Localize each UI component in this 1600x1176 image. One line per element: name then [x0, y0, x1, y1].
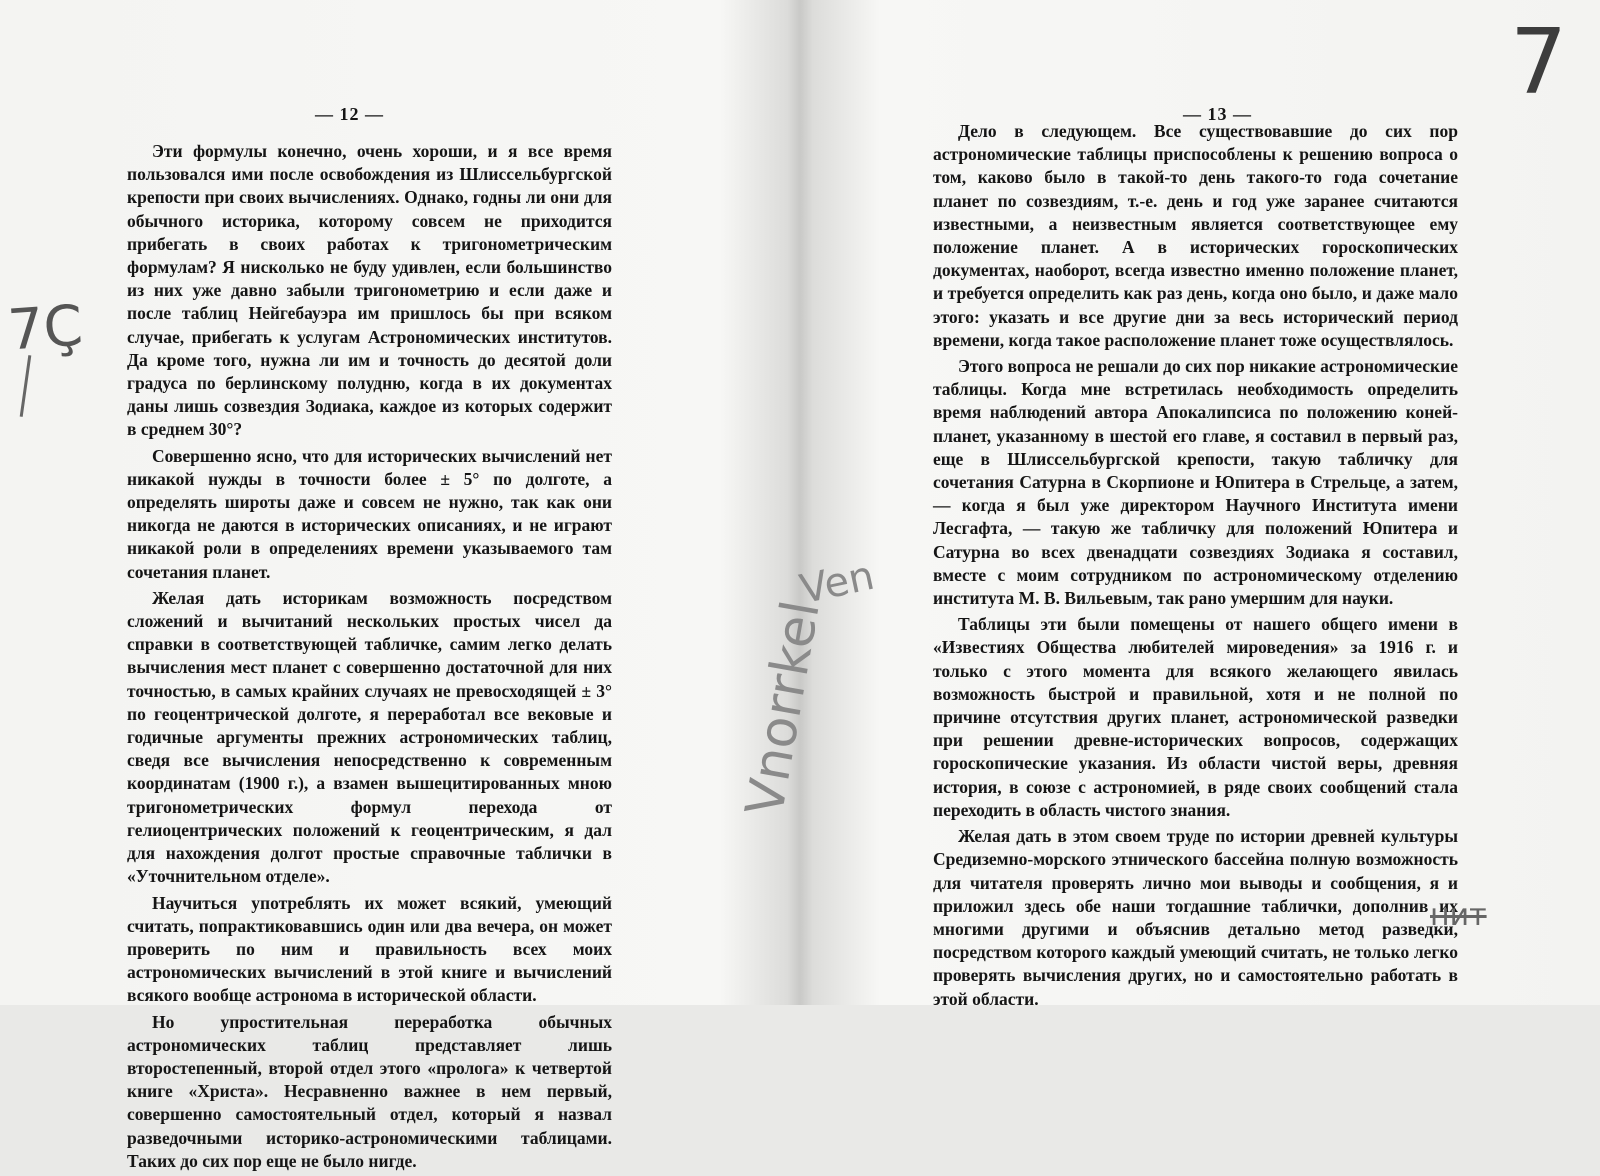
paragraph: Этого вопроса не решали до сих пор никакие астрономические таблицы. Когда мне встретилась необходимость определить время наблюдений автора Апокалипсиса по положению коней-планет, указанному в шестой его главе, я составил в первый раз, еще в Шлиссельбургской крепости, такую табличку для сочетания Сатурна в Скорпионе и Юпитера в Стрельце, а затем, — когда я был уже директором Научного Института имени Лесгафта, — такую же табличку для положений Юпитера и Сатурна во всех двенадцати созвездиях Зодиака я составил, вместе с моим сотрудником по астрономическому отделению института М. В. Вильевым, так рано умершим для науки.: [933, 356, 1458, 609]
handwritten-margin-note: 7Ç: [5, 293, 85, 364]
handwritten-bottom-note: нит: [1430, 898, 1487, 933]
handwritten-middle-note: Ven: [796, 552, 879, 614]
page-body: [127, 140, 612, 1176]
page-number: — 13 —: [1183, 104, 1252, 124]
right-page: [798, 0, 1600, 1009]
left-page: [0, 0, 790, 1171]
paragraph: Таблицы эти были помещены от нашего общего имени в «Известиях Общества любителей мироведения» за 1916 г. и только с этого момента для всякого желающего явилась возможность быстрой и правильной, хотя и не полной по причине отсутствия других планет, астрономической разведки при решении древне-исторических вопросов, содержащих гороскопические указания. Из области чистой веры, древняя история, в союзе с астрономией, в ряде своих сообщений стала переходить в область чистого знания.: [933, 614, 1458, 820]
page-body: [933, 120, 1458, 1014]
paragraph: Научиться употреблять их может всякий, умеющий считать, попрактиковавшись один или два вечера, он может проверить по ним и правильность всех моих астрономических вычислений в этой книге и вычислений всякого вообще астронома в исторической области.: [127, 892, 612, 1006]
paragraph: Желая дать в этом своем труде по истории древней культуры Средиземно-морского этнического бассейна полную возможность для читателя проверять лично мои выводы и сообщения, я и приложил здесь обе наши тогдашние таблички, дополнив их многими другими и объяснив детально метод разведки, посредством которого каждый умеющий считать, не только легко проверять вычисления других, но и самостоятельно работать в этой области.: [933, 826, 1458, 1009]
paragraph: Дело в следующем. Все существовавшие до сих пор астрономические таблицы приспособлены к решению вопроса о том, каково было в такой-то день такого-то года сочетание планет по созвездиям, т.-е. день и год уже заранее считаются известными, а неизвестным является соответствующее ему положение планет. А в исторических гороскопических документах, наоборот, всегда известно именно положение планет, и требуется определить как раз день, когда оно было, и даже мало этого: указать и все другие дни за весь исторический период времени, когда такое расположение планет тоже осуществлялось.: [933, 121, 1458, 350]
handwritten-corner-number: 7: [1510, 10, 1568, 115]
paragraph: Эти формулы конечно, очень хороши, и я все время пользовался ими после освобождения из Шлиссельбургской крепости при своих вычислениях. Однако, годны ли они для обычного историка, которому совсем не приходится прибегать в своих работах к тригонометрическим формулам? Я нисколько не буду удивлен, если большинство из них уже давно забыли тригонометрию и если даже и после таблиц Нейгебауэра им пришлось бы при всяком случае, прибегать к услугам Астрономических институтов. Да кроме того, нужна ли им и точность до десятой доли градуса по берлинскому полудню, когда в их документах даны лишь созвездия Зодиака, каждое из которых содержит в среднем 30°?: [127, 141, 612, 440]
paragraph: Желая дать историкам возможность посредством сложений и вычитаний нескольких простых чисел да справки в соответствующей табличке, самим легко делать вычисления мест планет с совершенно достаточной для них точностью, в самых крайних случаях не превосходящей ± 3° по геоцентрической долготе, я переработал все вековые и годичные аргументы прежних астрономических таблиц, сведя все вычисления непосредственно к современным координатам (1900 г.), а взамен вышецитированных мною тригонометрических формул перехода от гелиоцентрических положений к геоцентрическим, я дал для нахождения долгот простые справочные таблички в «Уточнительном отделе».: [127, 587, 612, 887]
page-number: — 12 —: [315, 104, 384, 124]
paragraph: Но упростительная переработка обычных астрономических таблиц представляет лишь второстепенный, второй отдел этого «пролога» к четвертой книге «Христа». Несравненно важнее в нем первый, совершенно самостоятельный отдел, который я назвал разведочными историко-астрономическими таблицами. Таких до сих пор еще не было нигде.: [127, 1011, 612, 1171]
handwritten-vertical-note: Vnorrkel: [735, 596, 832, 821]
paragraph: Совершенно ясно, что для исторических вычислений нет никакой нужды в точности более ± 5° по долготе, а определять широты даже и совсем не нужно, так как они никогда не даются в исторических описаниях, и не играют никакой роли в определениях времени указываемого там сочетания планет.: [127, 445, 612, 582]
